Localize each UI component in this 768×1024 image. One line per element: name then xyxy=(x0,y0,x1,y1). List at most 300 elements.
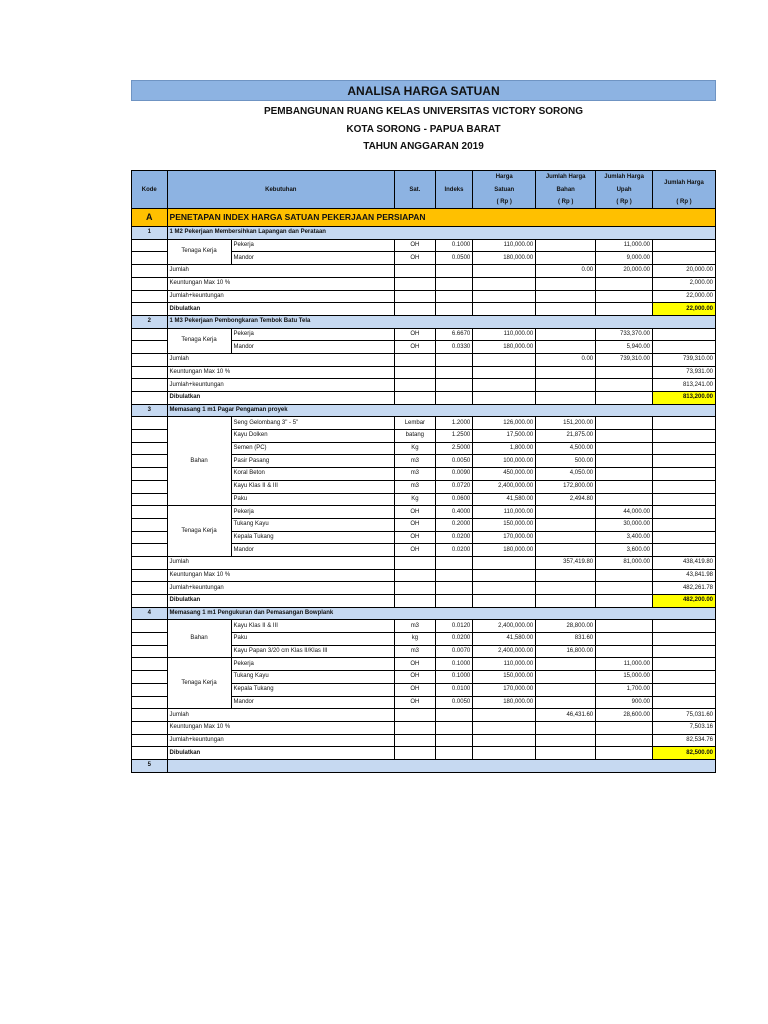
jumlah-keuntungan-row xyxy=(132,379,716,392)
group-label: Bahan xyxy=(167,620,231,658)
unit-cell: m3 xyxy=(395,480,436,493)
index-cell: 1.2000 xyxy=(435,417,473,430)
summary-value xyxy=(435,290,473,303)
header-harga-3: ( Rp ) xyxy=(473,196,536,209)
summary-value xyxy=(536,747,596,760)
labor-total-cell: 11,000.00 xyxy=(596,239,653,252)
unit-cell: OH xyxy=(395,658,436,671)
total-cell xyxy=(653,633,716,646)
summary-value: 0.00 xyxy=(536,353,596,366)
summary-value xyxy=(596,747,653,760)
material-total-cell xyxy=(536,518,596,531)
unit-cell: m3 xyxy=(395,468,436,481)
material-total-cell xyxy=(536,683,596,696)
total-cell xyxy=(653,620,716,633)
summary-value xyxy=(473,569,536,582)
summary-value xyxy=(536,290,596,303)
summary-label: Dibulatkan xyxy=(167,303,395,316)
summary-value xyxy=(596,595,653,608)
table-row xyxy=(132,417,716,430)
unit-price-cell: 126,000.00 xyxy=(473,417,536,430)
kode-cell xyxy=(132,595,168,608)
dibulatkan-row xyxy=(132,747,716,760)
index-cell: 0.0200 xyxy=(435,531,473,544)
kode-cell xyxy=(132,430,168,443)
kode-cell xyxy=(132,620,168,633)
summary-value xyxy=(435,366,473,379)
resource-name: Kepala Tukang xyxy=(231,683,395,696)
summary-value xyxy=(596,734,653,747)
summary-value xyxy=(596,303,653,316)
unit-price-cell: 180,000.00 xyxy=(473,252,536,265)
resource-name: Pekerja xyxy=(231,506,395,519)
summary-value xyxy=(395,277,436,290)
summary-value xyxy=(395,569,436,582)
summary-label: Keuntungan Max 10 % xyxy=(167,721,395,734)
index-cell: 0.0330 xyxy=(435,341,473,354)
resource-name: Paku xyxy=(231,633,395,646)
unit-cell: OH xyxy=(395,696,436,709)
summary-label: Jumlah+keuntungan xyxy=(167,582,395,595)
header-kode: Kode xyxy=(132,171,168,209)
kode-cell xyxy=(132,683,168,696)
labor-total-cell: 1,700.00 xyxy=(596,683,653,696)
unit-price-cell: 110,000.00 xyxy=(473,658,536,671)
unit-cell: batang xyxy=(395,430,436,443)
document-title: ANALISA HARGA SATUAN xyxy=(131,80,716,101)
header-jh-bahan-3: ( Rp ) xyxy=(536,196,596,209)
material-total-cell xyxy=(536,658,596,671)
kode-cell xyxy=(132,265,168,278)
total-cell xyxy=(653,683,716,696)
kode-cell xyxy=(132,658,168,671)
jumlah-keuntungan-row xyxy=(132,734,716,747)
summary-value xyxy=(395,556,436,569)
dibulatkan-row xyxy=(132,392,716,405)
kode-cell xyxy=(132,645,168,658)
keuntungan-row xyxy=(132,569,716,582)
labor-total-cell xyxy=(596,442,653,455)
summary-value: 482,200.00 xyxy=(653,595,716,608)
jumlah-row xyxy=(132,265,716,278)
summary-value xyxy=(395,709,436,722)
labor-total-cell xyxy=(596,633,653,646)
summary-value xyxy=(473,303,536,316)
section-row xyxy=(132,209,716,227)
resource-name: Paku xyxy=(231,493,395,506)
unit-cell: m3 xyxy=(395,455,436,468)
project-location: KOTA SORONG - PAPUA BARAT xyxy=(346,124,501,135)
group-label: Tenaga Kerja xyxy=(167,658,231,709)
total-cell xyxy=(653,506,716,519)
index-cell: 0.0200 xyxy=(435,633,473,646)
summary-value xyxy=(536,392,596,405)
summary-value xyxy=(435,379,473,392)
unit-cell: m3 xyxy=(395,620,436,633)
summary-value xyxy=(536,582,596,595)
jumlah-keuntungan-row xyxy=(132,290,716,303)
total-cell xyxy=(653,480,716,493)
summary-value xyxy=(395,595,436,608)
summary-value xyxy=(395,290,436,303)
table-header-row xyxy=(132,171,716,184)
summary-value: 81,000.00 xyxy=(596,556,653,569)
labor-total-cell xyxy=(596,480,653,493)
unit-cell: OH xyxy=(395,671,436,684)
summary-value xyxy=(435,265,473,278)
unit-price-cell: 1,800.00 xyxy=(473,442,536,455)
index-cell: 0.0500 xyxy=(435,252,473,265)
resource-name: Kayu Papan 3/20 cm Klas II/Klas III xyxy=(231,645,395,658)
summary-value: 20,000.00 xyxy=(653,265,716,278)
unit-price-cell: 170,000.00 xyxy=(473,531,536,544)
material-total-cell: 831.60 xyxy=(536,633,596,646)
kode-cell xyxy=(132,366,168,379)
unit-price-cell: 100,000.00 xyxy=(473,455,536,468)
index-cell: 0.0120 xyxy=(435,620,473,633)
item-header-row xyxy=(132,607,716,620)
total-cell xyxy=(653,658,716,671)
summary-label: Jumlah xyxy=(167,265,395,278)
header-harga-2: Satuan xyxy=(473,183,536,196)
summary-value xyxy=(395,366,436,379)
unit-price-cell: 150,000.00 xyxy=(473,671,536,684)
summary-value: 82,534.76 xyxy=(653,734,716,747)
summary-value: 813,200.00 xyxy=(653,392,716,405)
kode-cell xyxy=(132,392,168,405)
summary-value xyxy=(435,595,473,608)
labor-total-cell: 5,940.00 xyxy=(596,341,653,354)
unit-cell: OH xyxy=(395,531,436,544)
resource-name: Kepala Tukang xyxy=(231,531,395,544)
resource-name: Tukang Kayu xyxy=(231,671,395,684)
summary-value: 739,310.00 xyxy=(653,353,716,366)
material-total-cell: 4,500.00 xyxy=(536,442,596,455)
labor-total-cell: 3,400.00 xyxy=(596,531,653,544)
unit-price-cell: 41,580.00 xyxy=(473,633,536,646)
jumlah-row xyxy=(132,709,716,722)
summary-value: 22,000.00 xyxy=(653,290,716,303)
unit-cell: m3 xyxy=(395,645,436,658)
summary-value: 82,500.00 xyxy=(653,747,716,760)
summary-value: 0.00 xyxy=(536,265,596,278)
header-kebutuhan: Kebutuhan xyxy=(167,171,395,209)
group-label: Tenaga Kerja xyxy=(167,328,231,353)
unit-cell: OH xyxy=(395,506,436,519)
summary-value xyxy=(395,747,436,760)
resource-name: Pekerja xyxy=(231,239,395,252)
total-cell xyxy=(653,531,716,544)
item-label: Memasang 1 m1 Pagar Pengaman proyek xyxy=(167,404,715,417)
material-total-cell: 21,875.00 xyxy=(536,430,596,443)
table-row xyxy=(132,506,716,519)
keuntungan-row xyxy=(132,366,716,379)
summary-value xyxy=(435,277,473,290)
total-cell xyxy=(653,341,716,354)
summary-value xyxy=(395,303,436,316)
summary-value xyxy=(473,709,536,722)
table-body xyxy=(132,209,716,773)
resource-name: Tukang Kayu xyxy=(231,518,395,531)
header-jh-bahan-2: Bahan xyxy=(536,183,596,196)
unit-price-cell: 150,000.00 xyxy=(473,518,536,531)
summary-value: 20,000.00 xyxy=(596,265,653,278)
labor-total-cell xyxy=(596,455,653,468)
summary-value xyxy=(435,556,473,569)
summary-value xyxy=(473,734,536,747)
summary-value xyxy=(536,569,596,582)
total-cell xyxy=(653,417,716,430)
unit-cell: OH xyxy=(395,518,436,531)
group-label: Bahan xyxy=(167,417,231,506)
kode-cell xyxy=(132,303,168,316)
total-cell xyxy=(653,455,716,468)
summary-value xyxy=(596,721,653,734)
material-total-cell xyxy=(536,341,596,354)
summary-value xyxy=(435,353,473,366)
kode-cell xyxy=(132,721,168,734)
material-total-cell: 16,800.00 xyxy=(536,645,596,658)
material-total-cell xyxy=(536,328,596,341)
kode-cell xyxy=(132,734,168,747)
kode-cell xyxy=(132,696,168,709)
summary-value xyxy=(435,303,473,316)
resource-name: Seng Gelombang 3" - 5" xyxy=(231,417,395,430)
index-cell: 2.5000 xyxy=(435,442,473,455)
total-cell xyxy=(653,493,716,506)
unit-price-cell: 110,000.00 xyxy=(473,506,536,519)
table-row xyxy=(132,239,716,252)
summary-value xyxy=(596,569,653,582)
fiscal-year: TAHUN ANGGARAN 2019 xyxy=(363,141,484,152)
resource-name: Kayu Dolken xyxy=(231,430,395,443)
kode-cell xyxy=(132,277,168,290)
header-jh-upah-2: Upah xyxy=(596,183,653,196)
summary-value xyxy=(536,721,596,734)
total-cell xyxy=(653,442,716,455)
summary-value xyxy=(473,595,536,608)
summary-value xyxy=(473,366,536,379)
unit-price-cell: 180,000.00 xyxy=(473,696,536,709)
kode-cell xyxy=(132,633,168,646)
material-total-cell: 151,200.00 xyxy=(536,417,596,430)
labor-total-cell: 733,370.00 xyxy=(596,328,653,341)
kode-cell xyxy=(132,379,168,392)
material-total-cell xyxy=(536,671,596,684)
group-label: Tenaga Kerja xyxy=(167,506,231,557)
summary-value xyxy=(536,595,596,608)
summary-value xyxy=(435,747,473,760)
summary-value xyxy=(435,582,473,595)
labor-total-cell: 44,000.00 xyxy=(596,506,653,519)
summary-value xyxy=(536,379,596,392)
summary-value xyxy=(473,277,536,290)
labor-total-cell: 9,000.00 xyxy=(596,252,653,265)
kode-cell xyxy=(132,290,168,303)
labor-total-cell xyxy=(596,417,653,430)
index-cell: 0.0050 xyxy=(435,455,473,468)
item-label: 1 M2 Pekerjaan Membersihkan Lapangan dan Perataan xyxy=(167,227,715,240)
total-cell xyxy=(653,544,716,557)
item-label: Memasang 1 m1 Pengukuran dan Pemasangan Bowplank xyxy=(167,607,715,620)
table-row xyxy=(132,620,716,633)
labor-total-cell: 900.00 xyxy=(596,696,653,709)
summary-value xyxy=(473,265,536,278)
resource-name: Mandor xyxy=(231,696,395,709)
kode-cell xyxy=(132,582,168,595)
jumlah-keuntungan-row xyxy=(132,582,716,595)
summary-value: 28,600.00 xyxy=(596,709,653,722)
summary-label: Keuntungan Max 10 % xyxy=(167,366,395,379)
kode-cell xyxy=(132,455,168,468)
summary-label: Keuntungan Max 10 % xyxy=(167,277,395,290)
kode-cell xyxy=(132,480,168,493)
summary-value xyxy=(596,366,653,379)
labor-total-cell xyxy=(596,468,653,481)
summary-label: Dibulatkan xyxy=(167,747,395,760)
index-cell: 0.2000 xyxy=(435,518,473,531)
resource-name: Pasir Pasang xyxy=(231,455,395,468)
kode-cell xyxy=(132,442,168,455)
item-label xyxy=(167,759,715,772)
unit-price-cell: 170,000.00 xyxy=(473,683,536,696)
resource-name: Mandor xyxy=(231,544,395,557)
labor-total-cell: 3,600.00 xyxy=(596,544,653,557)
labor-total-cell: 30,000.00 xyxy=(596,518,653,531)
keuntungan-row xyxy=(132,721,716,734)
summary-value xyxy=(435,569,473,582)
summary-value: 813,241.00 xyxy=(653,379,716,392)
unit-cell: Lembar xyxy=(395,417,436,430)
total-cell xyxy=(653,430,716,443)
summary-value: 2,000.00 xyxy=(653,277,716,290)
unit-cell: OH xyxy=(395,683,436,696)
keuntungan-row xyxy=(132,277,716,290)
labor-total-cell xyxy=(596,430,653,443)
kode-cell xyxy=(132,239,168,252)
unit-price-cell: 180,000.00 xyxy=(473,544,536,557)
summary-value xyxy=(435,734,473,747)
unit-cell: OH xyxy=(395,239,436,252)
summary-value xyxy=(536,303,596,316)
item-number: 5 xyxy=(132,759,168,772)
material-total-cell: 2,494.80 xyxy=(536,493,596,506)
unit-cell: Kg xyxy=(395,442,436,455)
section-kode: A xyxy=(132,209,168,227)
unit-cell: OH xyxy=(395,252,436,265)
material-total-cell: 500.00 xyxy=(536,455,596,468)
summary-value xyxy=(473,392,536,405)
unit-cell: Kg xyxy=(395,493,436,506)
summary-value: 357,419.80 xyxy=(536,556,596,569)
index-cell: 0.1000 xyxy=(435,658,473,671)
resource-name: Pekerja xyxy=(231,328,395,341)
kode-cell xyxy=(132,341,168,354)
kode-cell xyxy=(132,506,168,519)
summary-label: Dibulatkan xyxy=(167,392,395,405)
index-cell: 0.0070 xyxy=(435,645,473,658)
index-cell: 0.1000 xyxy=(435,671,473,684)
unit-price-cell: 41,580.00 xyxy=(473,493,536,506)
unit-price-cell: 2,400,000.00 xyxy=(473,620,536,633)
group-label: Tenaga Kerja xyxy=(167,239,231,264)
header-sat: Sat. xyxy=(395,171,436,209)
labor-total-cell xyxy=(596,620,653,633)
resource-name: Kayu Klas II & III xyxy=(231,620,395,633)
total-cell xyxy=(653,252,716,265)
summary-value xyxy=(536,734,596,747)
header-harga-1: Harga xyxy=(473,171,536,184)
item-number: 1 xyxy=(132,227,168,240)
material-total-cell xyxy=(536,531,596,544)
summary-value xyxy=(435,709,473,722)
unit-price-cell: 180,000.00 xyxy=(473,341,536,354)
labor-total-cell: 11,000.00 xyxy=(596,658,653,671)
summary-value xyxy=(596,277,653,290)
material-total-cell xyxy=(536,696,596,709)
index-cell: 0.4000 xyxy=(435,506,473,519)
summary-label: Jumlah xyxy=(167,709,395,722)
item-label: 1 M3 Pekerjaan Pembongkaran Tembok Batu Tela xyxy=(167,315,715,328)
summary-value: 438,419.80 xyxy=(653,556,716,569)
unit-cell: OH xyxy=(395,328,436,341)
material-total-cell xyxy=(536,544,596,557)
index-cell: 0.0050 xyxy=(435,696,473,709)
index-cell: 1.2500 xyxy=(435,430,473,443)
total-cell xyxy=(653,328,716,341)
summary-value xyxy=(395,353,436,366)
header-indeks: Indeks xyxy=(435,171,473,209)
kode-cell xyxy=(132,252,168,265)
kode-cell xyxy=(132,531,168,544)
item-header-row xyxy=(132,759,716,772)
summary-value xyxy=(473,721,536,734)
item-number: 4 xyxy=(132,607,168,620)
resource-name: Semen (PC) xyxy=(231,442,395,455)
header-jh-bahan-1: Jumlah Harga xyxy=(536,171,596,184)
summary-value xyxy=(536,366,596,379)
jumlah-row xyxy=(132,353,716,366)
summary-value: 482,261.78 xyxy=(653,582,716,595)
kode-cell xyxy=(132,518,168,531)
header-jh-upah-3: ( Rp ) xyxy=(596,196,653,209)
summary-value xyxy=(473,353,536,366)
summary-value xyxy=(395,379,436,392)
total-cell xyxy=(653,518,716,531)
item-header-row xyxy=(132,227,716,240)
summary-value xyxy=(596,582,653,595)
summary-value xyxy=(395,721,436,734)
header-jh-upah-1: Jumlah Harga xyxy=(596,171,653,184)
summary-value xyxy=(536,277,596,290)
resource-name: Koral Beton xyxy=(231,468,395,481)
summary-value: 73,931.00 xyxy=(653,366,716,379)
kode-cell xyxy=(132,569,168,582)
item-header-row xyxy=(132,404,716,417)
index-cell: 6.6670 xyxy=(435,328,473,341)
project-name: PEMBANGUNAN RUANG KELAS UNIVERSITAS VICTORY SORONG xyxy=(263,106,584,117)
kode-cell xyxy=(132,493,168,506)
index-cell: 0.0100 xyxy=(435,683,473,696)
summary-value: 7,503.16 xyxy=(653,721,716,734)
material-total-cell: 28,800.00 xyxy=(536,620,596,633)
dibulatkan-row xyxy=(132,303,716,316)
unit-price-cell: 17,500.00 xyxy=(473,430,536,443)
material-total-cell: 172,800.00 xyxy=(536,480,596,493)
summary-label: Jumlah+keuntungan xyxy=(167,734,395,747)
kode-cell xyxy=(132,709,168,722)
header-jh-2: ( Rp ) xyxy=(653,196,716,209)
